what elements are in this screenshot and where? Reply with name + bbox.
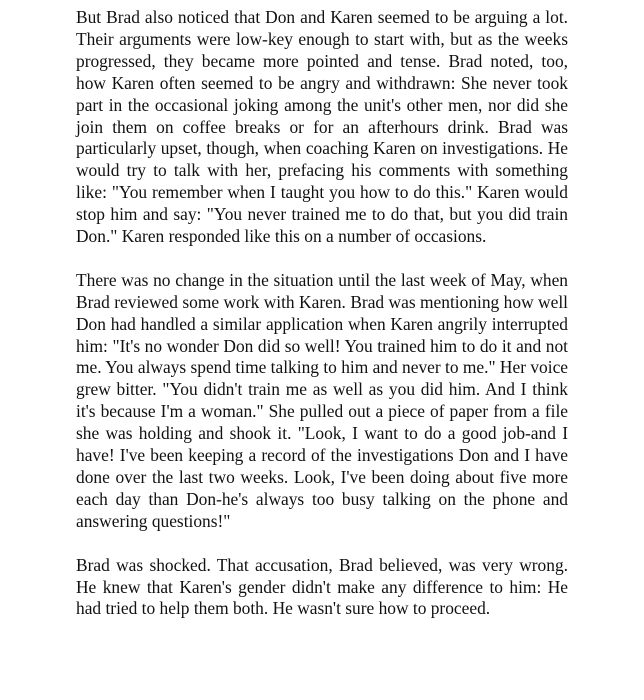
paragraph-2: There was no change in the situation until the last week of May, when Brad reviewed some work with Karen. Brad was mentioning how well Don had handled a similar application when Karen angrily interrupted him: "It's no wonder Don did so well! You trained him to do it and not me. You always spend time talking to him and never to me." Her voice grew bitter. "You didn't train me as well as you did him. And I think it's because I'm a woman." She pulled out a piece of paper from a file she was holding and shook it. "Look, I want to do a good job-and I have! I've been keeping a record of the investigations Don and I have done over the last two weeks. Look, I've been doing about five more each day than Don-he's always too busy talking on the phone and answering questions!" xyxy=(76,269,569,531)
document-page xyxy=(76,7,568,620)
paragraph-3: Brad was shocked. That accusation, Brad believed, was very wrong. He knew that Karen's gender didn't make any difference to him: He had tried to help them both. He wasn't sure how to proceed. xyxy=(76,554,568,619)
paragraph-1: But Brad also noticed that Don and Karen seemed to be arguing a lot. Their arguments were low-key enough to start with, but as the weeks progressed, they became more pointed and tense. Brad noted, too, how Karen often seemed to be angry and withdrawn: She never took part in the occasional joking among the unit's other men, nor did she join them on coffee breaks or for an afterhours drink. Brad was particularly upset, though, when coaching Karen on investigations. He would try to talk with her, prefacing his comments with something like: "You remember when I taught you how to do this." Karen would stop him and say: "You never trained me to do that, but you did train Don." Karen responded like this on a number of occasions. xyxy=(76,7,568,247)
